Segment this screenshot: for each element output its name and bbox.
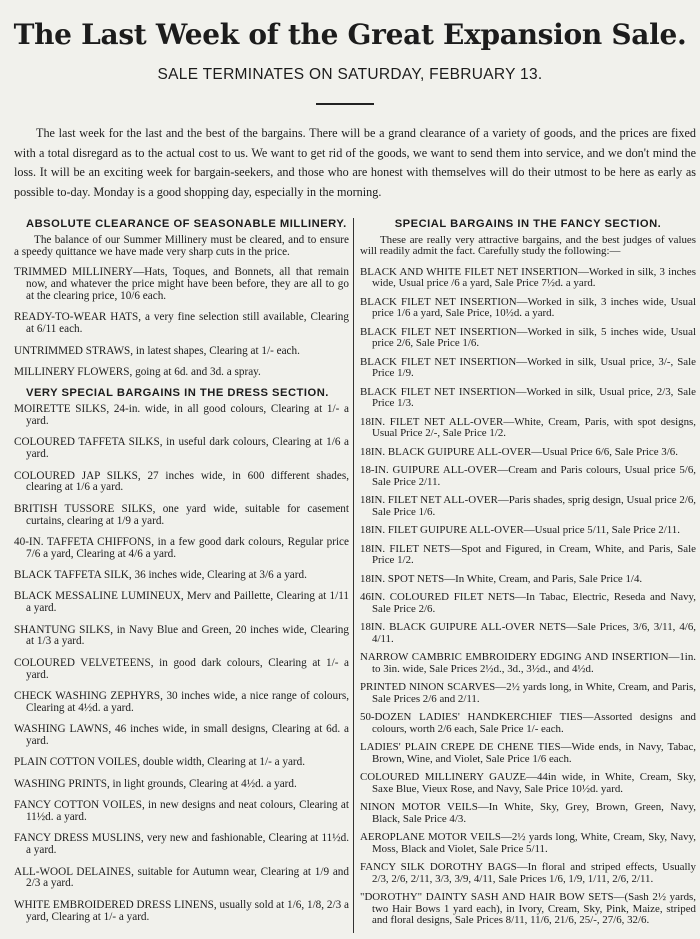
list-item [14, 267, 349, 302]
item-text: —44in wide, in White, Cream, Sky, Saxe Blue, Vieux Rose, and Navy, Sale Price 10½d. yard. [372, 771, 696, 795]
item-text: , in new designs and neat colours, Clearing at 11½d. a yard. [26, 799, 349, 823]
item-text: , one yard wide, suitable for casement curtains, clearing at 1/9 a yard. [26, 502, 349, 527]
list-item [14, 658, 349, 682]
list-item [14, 867, 349, 891]
item-name: UNTRIMMED STRAWS [14, 344, 131, 357]
list-item [360, 712, 696, 735]
item-text: , 30 inches wide, a nice range of colours, Clearing at 4½d. a yard. [26, 690, 349, 714]
item-text: , in good dark colours, Clearing at 1/- a yard. [26, 656, 350, 681]
item-name: 40-IN. TAFFETA CHIFFONS [14, 535, 152, 548]
list-item [360, 832, 696, 855]
item-text: —Spot and Figured, in Cream, White, and Paris, Sale Price 1/2. [372, 542, 696, 566]
list-item [14, 625, 349, 649]
item-name: COLOURED VELVETEENS [14, 656, 151, 669]
list-item [14, 757, 349, 769]
list-item [360, 592, 696, 615]
fancy-lead: These are really very attractive bargains, and the best judges of values will readily admit the fact. Carefully study the following:— [360, 233, 696, 257]
list-item [14, 346, 349, 358]
item-name: WHITE EMBROIDERED DRESS LINENS [14, 898, 214, 911]
item-text: , Merv and Paillette, Clearing at 1/11 a yard. [26, 590, 349, 615]
item-text: —In Tabac, Electric, Reseda and Navy, Sale Price 2/6. [372, 591, 696, 615]
item-text: , double width, Clearing at 1/- a yard. [137, 756, 306, 769]
millinery-lead: The balance of our Summer Millinery must be cleared, and to ensure a speedy quittance we have made very sharp cuts in the price. [14, 233, 349, 258]
item-name: COLOURED MILLINERY GAUZE [360, 771, 527, 783]
list-item [14, 570, 349, 582]
item-text: , 46 inches wide, in small designs, Clearing at 6d. a yard. [26, 723, 349, 748]
item-name: BLACK AND WHITE FILET NET INSERTION [360, 265, 578, 278]
item-text: —In floral and striped effects, Usually 2/3, 2/6, 2/11, 3/3, 3/9, 4/11, Sale Prices 1/6, 1/9, 1/11, 2/6, 2/11. [372, 861, 696, 885]
item-text: —1in. to 3in. wide, Sale Prices 2½d., 3d., 3½d., and 4½d. [372, 651, 696, 675]
item-name: BLACK FILET NET INSERTION [360, 325, 517, 338]
item-name: 18IN. BLACK GUIPURE ALL-OVER [360, 445, 532, 458]
dress-list [14, 404, 349, 923]
item-name: 18IN. BLACK GUIPURE ALL-OVER NETS [360, 621, 567, 633]
list-item [360, 802, 696, 825]
list-item [14, 833, 349, 857]
item-name: 18IN. FILET NET ALL-OVER [360, 415, 504, 428]
list-item [360, 357, 696, 380]
item-name: 50-DOZEN LADIES' HANDKERCHIEF TIES [360, 711, 583, 723]
list-item [360, 892, 696, 927]
item-text: —Worked in silk, Usual price, 3/-, Sale Price 1/9. [372, 355, 696, 379]
list-item [14, 471, 349, 495]
item-text: —(Sash 2½ yards, two Hair Bows 1 yard each), in Ivory, Cream, Sky, Pink, Maize, striped and floral designs, Sale Prices 8/11, 11/6, 21/6, 25/-, 27/6, 32/6. [372, 891, 696, 926]
item-name: AEROPLANE MOTOR VEILS [360, 831, 501, 843]
list-item [360, 417, 696, 440]
fancy-heading: SPECIAL BARGAINS IN THE FANCY SECTION. [394, 218, 662, 230]
item-name: CHECK WASHING ZEPHYRS [14, 690, 161, 703]
item-text: , 27 inches wide, in 600 different shades, clearing at 1/6 a yard. [26, 469, 349, 494]
subheadline: SALE TERMINATES ON SATURDAY, FEBRUARY 13. [157, 66, 543, 83]
list-item [14, 800, 349, 824]
item-name: FANCY DRESS MUSLINS [14, 832, 141, 845]
headline: The Last Week of the Great Expansion Sale. [13, 18, 687, 51]
item-name: BLACK FILET NET INSERTION [360, 385, 516, 398]
item-name: ALL-WOOL DELAINES [14, 865, 132, 878]
list-item [14, 504, 349, 528]
list-item [14, 404, 349, 428]
item-text: , suitable for Autumn wear, Clearing at 1/9 and 2/3 a yard. [26, 865, 349, 890]
item-text: —Usual Price 6/6, Sale Price 3/6. [531, 445, 678, 458]
left-column [14, 219, 349, 933]
list-item [14, 537, 349, 561]
item-text: , 36 inches wide, Clearing at 3/6 a yard. [128, 569, 307, 582]
item-text: —Worked in silk, Usual price, 2/3, Sale Price 1/3. [372, 385, 696, 409]
millinery-list [14, 267, 349, 378]
dress-heading: VERY SPECIAL BARGAINS IN THE DRESS SECTION. [26, 387, 329, 400]
list-item [360, 682, 696, 705]
list-item [360, 525, 696, 537]
item-text: —Usual price 5/11, Sale Price 2/11. [523, 524, 680, 536]
item-text: —Worked in silk, 3 inches wide, Usual price 1/6 a yard, Sale Price, 10½d. a yard. [372, 295, 696, 319]
item-name: READY-TO-WEAR HATS [14, 311, 139, 324]
list-item [360, 465, 696, 488]
item-name: 18IN. FILET NETS [360, 542, 451, 555]
item-name: COLOURED JAP SILKS [14, 469, 138, 482]
list-item [360, 387, 696, 410]
item-text: —In White, Cream, and Paris, Sale Price 1/4. [444, 572, 643, 585]
item-text: —Worked in silk, 3 inches wide, Usual price /6 a yard, Sale Price 7½d. a yard. [372, 265, 696, 289]
list-item [360, 267, 696, 290]
item-text: , in a few good dark colours, Regular price 7/6 a yard, Clearing at 4/6 a yard. [26, 535, 349, 560]
millinery-heading: ABSOLUTE CLEARANCE OF SEASONABLE MILLINERY. [26, 218, 347, 230]
item-name: PRINTED NINON SCARVES [360, 681, 496, 693]
item-name: WASHING LAWNS [14, 723, 109, 736]
list-item [14, 312, 349, 336]
list-item [360, 544, 696, 567]
list-item [360, 495, 696, 518]
list-item [360, 862, 696, 885]
item-name: MOIRETTE SILKS [14, 403, 107, 416]
item-text: —Cream and Paris colours, Usual price 5/6, Sale Price 2/11. [372, 464, 697, 488]
list-item [360, 297, 696, 320]
item-text: —White, Cream, Paris, with spot designs, Usual Price 2/-, Sale Price 1/2. [372, 415, 696, 439]
item-name: BRITISH TUSSORE SILKS [14, 502, 153, 515]
item-name: BLACK FILET NET INSERTION [360, 295, 517, 308]
list-item [14, 437, 349, 461]
item-name: FANCY COTTON VOILES [14, 799, 142, 812]
item-name: SHANTUNG SILKS [14, 623, 111, 636]
intro-paragraph: The last week for the last and the best of the bargains. There will be a grand clearance of a variety of goods, and the prices are fixed with a total disregard as to the actual cost to us. We want to get rid of the goods, we want to send them into service, and we don't mind the loss. It will be an exciting week for bargain-seekers, and those who are honest with themselves will do their utmost to be here as early as possible to-day. Monday is a good shopping day, especially in the morning. [14, 126, 696, 199]
item-text: , in Navy Blue and Green, 20 inches wide, Clearing at 1/3 a yard. [26, 623, 349, 648]
item-name: WASHING PRINTS [14, 777, 107, 790]
headline-rule [316, 103, 374, 105]
item-text: , very new and fashionable, Clearing at 11½d. a yard. [26, 832, 349, 857]
item-text: , a very fine selection still available, Clearing at 6/11 each. [26, 311, 349, 336]
list-item [360, 622, 696, 645]
item-name: TRIMMED MILLINERY [14, 266, 134, 279]
item-text: , in latest shapes, Clearing at 1/- each. [130, 344, 300, 357]
list-item [360, 772, 696, 795]
right-column [360, 219, 696, 934]
list-item [14, 900, 349, 924]
list-item [14, 724, 349, 748]
fancy-list [360, 267, 696, 927]
item-name: 18IN. SPOT NETS [360, 572, 445, 585]
item-name: BLACK FILET NET INSERTION [360, 355, 517, 368]
column-divider [353, 218, 354, 933]
item-name: 46IN. COLOURED FILET NETS [360, 591, 516, 603]
item-text: —In White, Sky, Grey, Brown, Green, Navy, Black, Sale Price 4/3. [372, 801, 696, 825]
list-item [14, 367, 349, 379]
item-text: , in useful dark colours, Clearing at 1/6 a yard. [26, 436, 350, 461]
item-text: —Hats, Toques, and Bonnets, all that remain now, and whatever the price might have been before, they are all to go at the clearing price, 10/6 each. [26, 266, 349, 302]
list-item [360, 652, 696, 675]
item-name: COLOURED TAFFETA SILKS [14, 436, 160, 449]
item-name: LADIES' PLAIN CREPE DE CHENE TIES [360, 741, 561, 753]
item-text: , in light grounds, Clearing at 4½d. a yard. [106, 777, 297, 790]
list-item [360, 327, 696, 350]
item-text: —2½ yards long, in White, Cream, and Paris, Sale Prices 2/6 and 2/11. [372, 681, 697, 705]
item-name: MILLINERY FLOWERS [14, 365, 130, 378]
item-text: —Worked in silk, 5 inches wide, Usual price 2/6, Sale Price 1/6. [372, 325, 696, 349]
item-name: 18IN. FILET GUIPURE ALL-OVER [360, 524, 524, 536]
item-name: NARROW CAMBRIC EMBROIDERY EDGING AND INSERTION [360, 651, 669, 663]
list-item [360, 742, 696, 765]
item-name: 18-IN. GUIPURE ALL-OVER [360, 464, 498, 476]
list-item [360, 447, 696, 459]
list-item [14, 691, 349, 715]
item-name: BLACK MESSALINE LUMINEUX [14, 590, 181, 603]
item-text: —Paris shades, sprig design, Usual price 2/6, Sale Price 1/6. [372, 494, 697, 518]
item-name: BLACK TAFFETA SILK [14, 569, 129, 582]
item-text: , usually sold at 1/6, 1/8, 2/3 a yard, Clearing at 1/- a yard. [26, 898, 349, 923]
item-text: —Assorted designs and colours, worth 2/6 each, Sale Price 1/- each. [372, 711, 697, 735]
item-text: —Sale Prices, 3/6, 3/11, 4/6, 4/11. [372, 621, 696, 645]
item-text: —2½ yards long, White, Cream, Sky, Navy, Moss, Black and Violet, Sale Price 5/11. [372, 831, 696, 855]
list-item [14, 779, 349, 791]
item-name: PLAIN COTTON VOILES [14, 756, 138, 769]
list-item [14, 591, 349, 615]
list-item [360, 574, 696, 586]
item-text: —Wide ends, in Navy, Tabac, Brown, Wine, and Violet, Sale Price 1/6 each. [372, 741, 696, 765]
item-name: 18IN. FILET NET ALL-OVER [360, 494, 498, 506]
item-name: NINON MOTOR VEILS [360, 801, 478, 813]
item-name: "DOROTHY" DAINTY SASH AND HAIR BOW SETS [360, 891, 614, 903]
item-name: FANCY SILK DOROTHY BAGS [360, 861, 517, 873]
item-text: , 24-in. wide, in all good colours, Clearing at 1/- a yard. [26, 403, 349, 427]
item-text: , going at 6d. and 3d. a spray. [129, 365, 261, 378]
